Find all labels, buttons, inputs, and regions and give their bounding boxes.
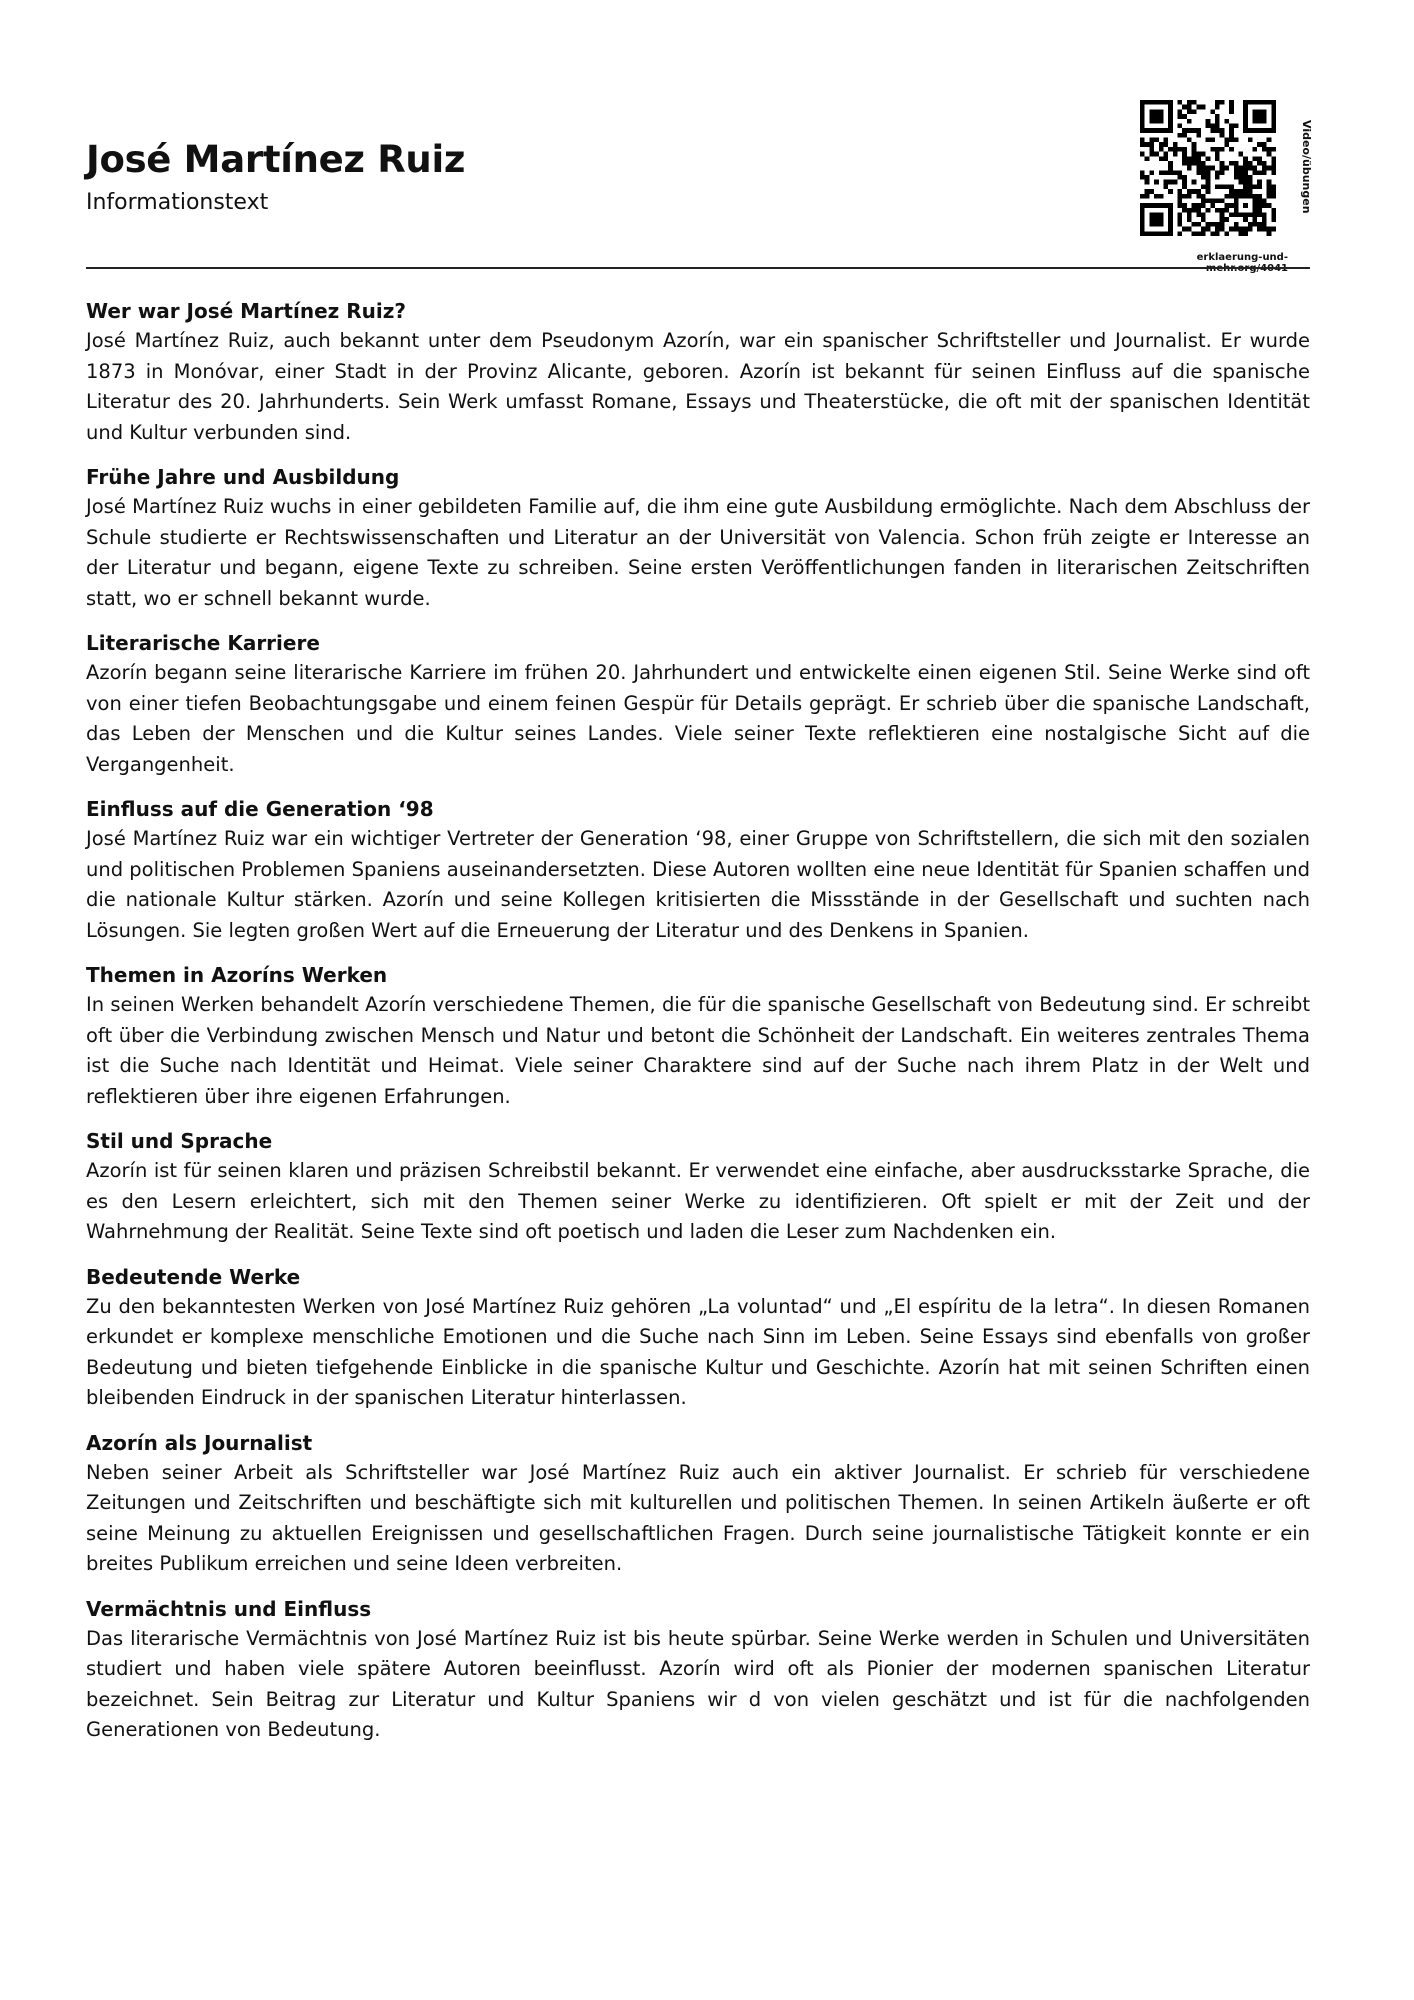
- section-journalist: [86, 1428, 1310, 1580]
- section-heading: Frühe Jahre und Ausbildung: [86, 465, 400, 489]
- header-divider: [86, 267, 1310, 269]
- section-style: [86, 1126, 1310, 1248]
- section-text: José Martínez Ruiz war ein wichtiger Vertreter der Generation ‘98, einer Gruppe von Schriftstellern, die sich mit den sozialen und politischen Problemen Spaniens auseinandersetzten. Diese Autoren wollten eine neue Identität für Spanien schaffen und die nationale Kultur stärken. Azorín und seine Kollegen kritisierten die Missstände in der Gesellschaft und suchten nach Lösungen. Sie legten großen Wert auf die Erneuerung der Literatur und des Denkens in Spanien.: [86, 827, 1310, 942]
- side-label-text: Video/übungen: [1300, 120, 1313, 214]
- section-works: [86, 1262, 1310, 1414]
- side-label: [1300, 120, 1316, 230]
- article-body: [86, 296, 1310, 1760]
- section-heading: Bedeutende Werke: [86, 1264, 301, 1289]
- section-early-years: [86, 462, 1310, 614]
- section-legacy: [86, 1594, 1310, 1746]
- qr-code-image: [1140, 100, 1276, 236]
- section-heading: Stil und Sprache: [86, 1129, 273, 1153]
- section-generation-98: [86, 794, 1310, 946]
- section-career: [86, 628, 1310, 780]
- header: [86, 100, 1313, 268]
- section-heading: Themen in Azoríns Werken: [86, 963, 388, 987]
- section-text: Zu den bekanntesten Werken von José Martínez Ruiz gehören „La voluntad“ und „El espíritu de la letra“. In diesen Romanen erkundet er komplexe menschliche Emotionen und die Suche nach Sinn im Leben. Seine Essays sind ebenfalls von großer Bedeutung und bieten tiefgehende Einblicke in die spanische Kultur und Geschichte. Azorín hat mit seinen Schriften einen bleibenden Eindruck in der spanischen Literatur hinterlassen.: [86, 1294, 1310, 1409]
- section-heading: Einfluss auf die Generation ‘98: [86, 797, 434, 821]
- page-title: José Martínez Ruiz: [86, 138, 466, 181]
- section-heading: Literarische Karriere: [86, 631, 320, 655]
- section-heading: Azorín als Journalist: [86, 1430, 313, 1455]
- section-intro: [86, 296, 1310, 448]
- section-text: Azorín begann seine literarische Karriere im frühen 20. Jahrhundert und entwickelte einen eigenen Stil. Seine Werke sind oft von einer tiefen Beobachtungsgabe und einem feinen Gespür für Details geprägt. Er schrieb über die spanische Landschaft, das Leben der Menschen und die Kultur seines Landes. Viele seiner Texte reflektieren eine nostalgische Sicht auf die Vergangenheit.: [86, 661, 1310, 776]
- page-subtitle: Informationstext: [86, 190, 269, 215]
- section-themes: [86, 960, 1310, 1112]
- section-text: In seinen Werken behandelt Azorín verschiedene Themen, die für die spanische Gesellschaft von Bedeutung sind. Er schreibt oft über die Verbindung zwischen Mensch und Natur und betont die Schönheit der Landschaft. Ein weiteres zentrales Thema ist die Suche nach Identität und Heimat. Viele seiner Charaktere sind auf der Suche nach ihrem Platz in der Welt und reflektieren über ihre eigenen Erfahrungen.: [86, 993, 1310, 1108]
- section-heading: Wer war José Martínez Ruiz?: [86, 299, 406, 323]
- section-text: José Martínez Ruiz wuchs in einer gebildeten Familie auf, die ihm eine gute Ausbildung ermöglichte. Nach dem Abschluss der Schule studierte er Rechtswissenschaften und Literatur an der Universität von Valencia. Schon früh zeigte er Interesse an der Literatur und begann, eigene Texte zu schreiben. Seine ersten Veröffentlichungen fanden in literarischen Zeitschriften statt, wo er schnell bekannt wurde.: [86, 495, 1310, 610]
- section-heading: Vermächtnis und Einfluss: [86, 1596, 372, 1621]
- section-text: Das literarische Vermächtnis von José Martínez Ruiz ist bis heute spürbar. Seine Werke werden in Schulen und Universitäten studiert und haben viele spätere Autoren beeinflusst. Azorín wird oft als Pionier der modernen spanischen Literatur bezeichnet. Sein Beitrag zur Literatur und Kultur Spaniens wir d von vielen geschätzt und ist für die nachfolgenden Generationen von Bedeutung.: [86, 1626, 1310, 1741]
- qr-url[interactable]: erklaerung-und-: [1196, 252, 1288, 263]
- section-text: José Martínez Ruiz, auch bekannt unter dem Pseudonym Azorín, war ein spanischer Schriftsteller und Journalist. Er wurde 1873 in Monóvar, einer Stadt in der Provinz Alicante, geboren. Azorín ist bekannt für seinen Einfluss auf die spanische Literatur des 20. Jahrhunderts. Sein Werk umfasst Romane, Essays und Theaterstücke, die oft mit der spanischen Identität und Kultur verbunden sind.: [86, 329, 1310, 444]
- section-text: Azorín ist für seinen klaren und präzisen Schreibstil bekannt. Er verwendet eine einfache, aber ausdrucksstarke Sprache, die es den Lesern erleichtert, sich mit den Themen seiner Werke zu identifizieren. Oft spielt er mit der Zeit und der Wahrnehmung der Realität. Seine Texte sind oft poetisch und laden die Leser zum Nachdenken ein.: [86, 1159, 1310, 1243]
- qr-code[interactable]: [1140, 100, 1276, 236]
- section-text: Neben seiner Arbeit als Schriftsteller war José Martínez Ruiz auch ein aktiver Journalist. Er schrieb für verschiedene Zeitungen und Zeitschriften und beschäftigte sich mit kulturellen und politischen Themen. In seinen Artikeln äußerte er oft seine Meinung zu aktuellen Ereignissen und gesellschaftlichen Fragen. Durch seine journalistische Tätigkeit konnte er ein breites Publikum erreichen und seine Ideen verbreiten.: [86, 1460, 1310, 1575]
